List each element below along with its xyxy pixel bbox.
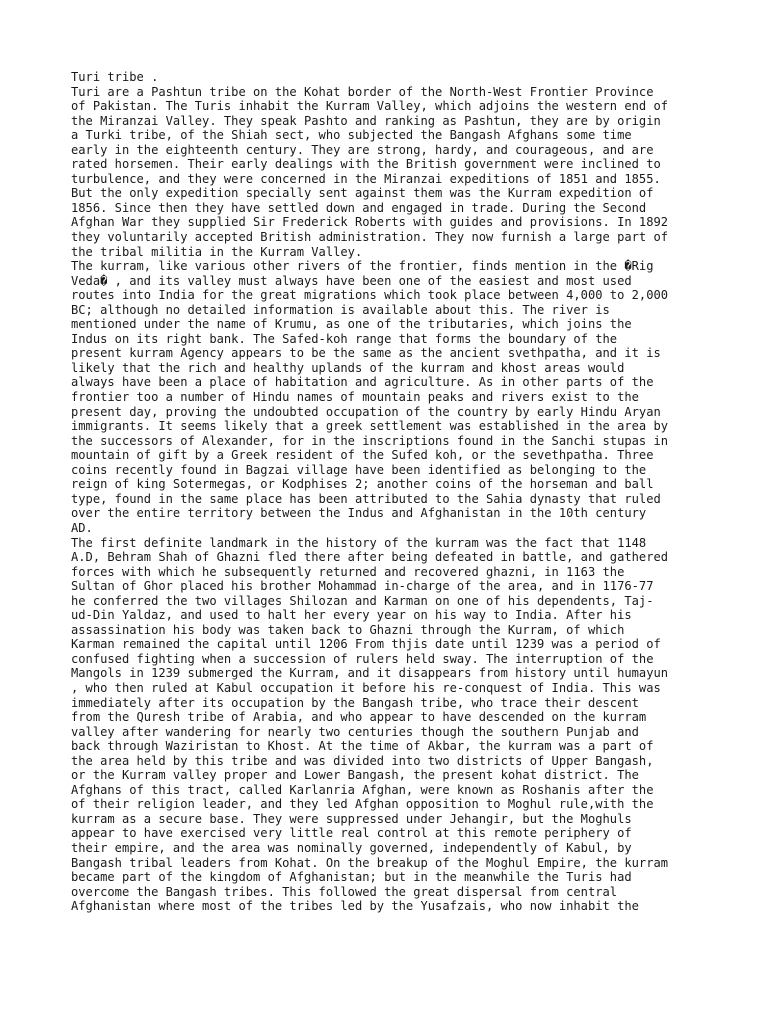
text-line: early in the eighteenth century. They are strong, hardy, and courageous, and are	[71, 142, 654, 157]
text-line: from the Quresh tribe of Arabia, and who appear to have descended on the kurram	[71, 710, 647, 725]
text-line: ud-Din Yaldaz, and used to halt her every year on his way to India. After his	[71, 608, 632, 623]
text-line: of Pakistan. The Turis inhabit the Kurram Valley, which adjoins the western end of	[71, 99, 669, 114]
text-line: mountain of gift by a Greek resident of the Sufed koh, or the sevethpatha. Three	[71, 448, 654, 463]
text-line: reign of king Sotermegas, or Kodphises 2; another coins of the horseman and ball	[71, 477, 654, 492]
text-line: the Miranzai Valley. They speak Pashto and ranking as Pashtun, they are by origin	[71, 113, 661, 128]
text-line: Karman remained the capital until 1206 From thjis date until 1239 was a period of	[71, 637, 661, 652]
text-line: Indus on its right bank. The Safed-koh range that forms the boundary of the	[71, 331, 618, 346]
text-line: present day, proving the undoubted occupation of the country by early Hindu Aryan	[71, 404, 661, 419]
text-line: Afghan War they supplied Sir Frederick Roberts with guides and provisions. In 1892	[71, 215, 669, 230]
text-line: BC; although no detailed information is available about this. The river is	[71, 302, 610, 317]
text-line: forces with which he subsequently returned and recovered ghazni, in 1163 the	[71, 564, 625, 579]
text-line: assassination his body was taken back to Ghazni through the Kurram, of which	[71, 622, 625, 637]
text-line: Afghanistan where most of the tribes led by the Yusafzais, who now inhabit the	[71, 899, 639, 914]
text-line: became part of the kingdom of Afghanistan; but in the meanwhile the Turis had	[71, 870, 632, 885]
text-line: appear to have exercised very little real control at this remote periphery of	[71, 826, 632, 841]
text-line: mentioned under the name of Krumu, as one of the tributaries, which joins the	[71, 317, 632, 332]
text-line: the successors of Alexander, for in the inscriptions found in the Sanchi stupas in	[71, 433, 669, 448]
text-line: Turi are a Pashtun tribe on the Kohat border of the North-West Frontier Province	[71, 84, 654, 99]
text-line: they voluntarily accepted British administration. They now furnish a large part of	[71, 230, 669, 245]
text-line: confused fighting when a succession of rulers held sway. The interruption of the	[71, 651, 654, 666]
text-line: kurram as a secure base. They were suppressed under Jehangir, but the Moghuls	[71, 811, 632, 826]
text-line: likely that the rich and healthy uplands of the kurram and khost areas would	[71, 360, 625, 375]
text-line: the area held by this tribe and was divided into two districts of Upper Bangash,	[71, 753, 654, 768]
text-line: , who then ruled at Kabul occupation it before his re-conquest of India. This was	[71, 680, 661, 695]
text-line: of their religion leader, and they led Afghan opposition to Moghul rule,with the	[71, 797, 654, 812]
text-line: But the only expedition specially sent against them was the Kurram expedition of	[71, 186, 654, 201]
text-line: AD.	[71, 520, 93, 535]
text-line: a Turki tribe, of the Shiah sect, who subjected the Bangash Afghans some time	[71, 128, 632, 143]
text-line: present kurram Agency appears to be the same as the ancient svethpatha, and it is	[71, 346, 661, 361]
document-page	[71, 70, 711, 914]
text-line: Veda� , and its valley must always have been one of the easiest and most used	[71, 273, 632, 288]
text-line: valley after wandering for nearly two centuries though the southern Punjab and	[71, 724, 639, 739]
text-line: he conferred the two villages Shilozan and Karman on one of his dependents, Taj-	[71, 593, 654, 608]
text-line: coins recently found in Bagzai village have been identified as belonging to the	[71, 462, 647, 477]
text-line: the tribal militia in the Kurram Valley.	[71, 244, 363, 259]
text-line: rated horsemen. Their early dealings with the British government were inclined to	[71, 157, 661, 172]
text-line: routes into India for the great migrations which took place between 4,000 to 2,000	[71, 288, 669, 303]
text-line: Mangols in 1239 submerged the Kurram, and it disappears from history until humayun	[71, 666, 669, 681]
text-line: always have been a place of habitation and agriculture. As in other parts of the	[71, 375, 654, 390]
text-line: The kurram, like various other rivers of the frontier, finds mention in the �Rig	[71, 259, 654, 274]
text-line: over the entire territory between the Indus and Afghanistan in the 10th century	[71, 506, 647, 521]
text-line: frontier too a number of Hindu names of mountain peaks and rivers exist to the	[71, 390, 639, 405]
text-line: 1856. Since then they have settled down and engaged in trade. During the Second	[71, 200, 647, 215]
text-line: Sultan of Ghor placed his brother Mohammad in-charge of the area, and in 1176-77	[71, 579, 654, 594]
text-line: The first definite landmark in the history of the kurram was the fact that 1148	[71, 535, 647, 550]
text-line: A.D, Behram Shah of Ghazni fled there after being defeated in battle, and gathered	[71, 550, 669, 565]
text-line: immigrants. It seems likely that a greek settlement was established in the area by	[71, 419, 669, 434]
text-line: overcome the Bangash tribes. This followed the great dispersal from central	[71, 884, 618, 899]
text-line: back through Waziristan to Khost. At the time of Akbar, the kurram was a part of	[71, 739, 654, 754]
text-line: turbulence, and they were concerned in the Miranzai expeditions of 1851 and 1855.	[71, 171, 661, 186]
text-line: Bangash tribal leaders from Kohat. On the breakup of the Moghul Empire, the kurram	[71, 855, 669, 870]
text-line: their empire, and the area was nominally governed, independently of Kabul, by	[71, 840, 632, 855]
text-line: Afghans of this tract, called Karlanria Afghan, were known as Roshanis after the	[71, 782, 654, 797]
text-line: Turi tribe .	[71, 70, 159, 84]
text-line: or the Kurram valley proper and Lower Bangash, the present kohat district. The	[71, 768, 639, 783]
text-line: immediately after its occupation by the Bangash tribe, who trace their descent	[71, 695, 639, 710]
text-line: type, found in the same place has been attributed to the Sahia dynasty that ruled	[71, 491, 661, 506]
